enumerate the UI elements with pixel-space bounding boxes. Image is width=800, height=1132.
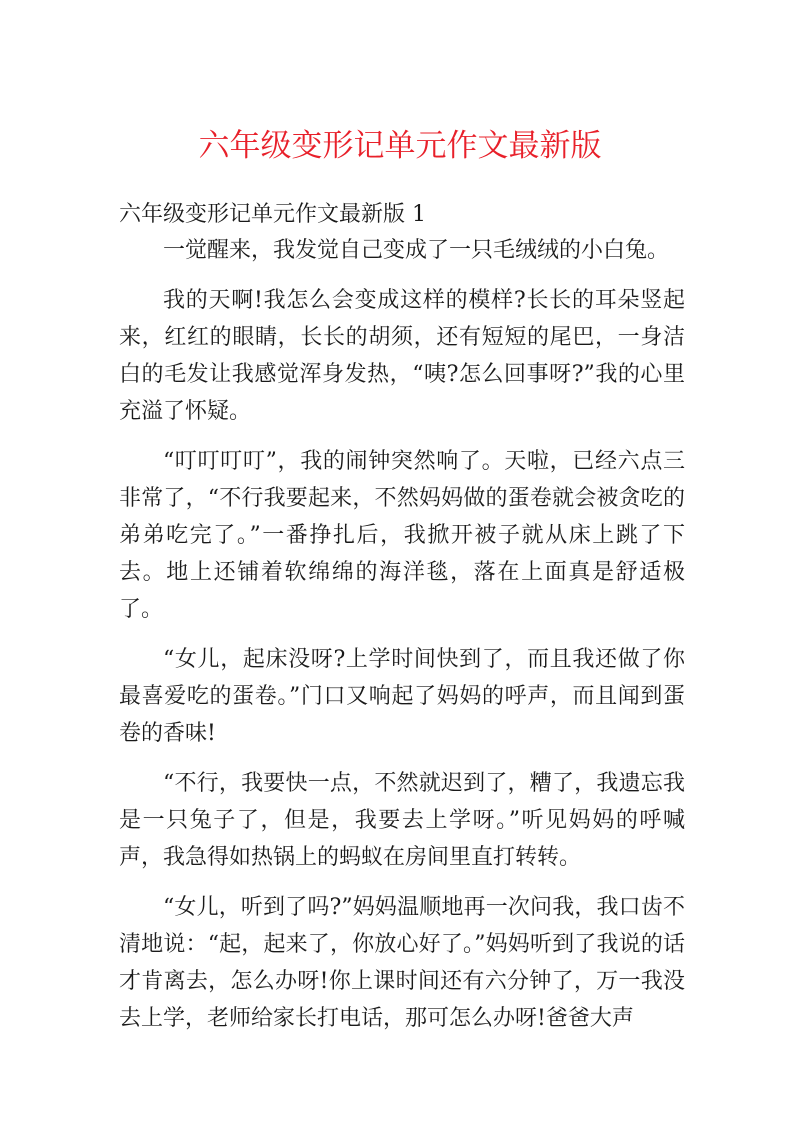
- section-heading: 六年级变形记单元作文最新版 1: [119, 202, 426, 227]
- paragraph: “不行，我要快一点，不然就迟到了，糟了，我遗忘我是一只兔子了，但是，我要去上学呀。”听见妈妈的呼喊声，我急得如热锅上的蚂蚁在房间里直打转转。: [119, 771, 685, 870]
- document-title: 六年级变形记单元作文最新版: [198, 128, 602, 164]
- paragraph: “女儿，起床没呀?上学时间快到了，而且我还做了你最喜爱吃的蛋卷。”门口又响起了妈妈的呼声，而且闻到蛋卷的香味!: [119, 647, 685, 746]
- paragraph: “女儿，听到了吗?”妈妈温顺地再一次问我，我口齿不清地说：“起，起来了，你放心好了。”妈妈听到了我说的话才肯离去，怎么办呀!你上课时间还有六分钟了，万一我没去上学，老师给家长打电话，那可怎么办呀!爸爸大声: [119, 895, 685, 1031]
- paragraph: 我的天啊!我怎么会变成这样的模样?长长的耳朵竖起来，红红的眼睛，长长的胡须，还有短短的尾巴，一身洁白的毛发让我感觉浑身发热，“咦?怎么回事呀?”我的心里充溢了怀疑。: [119, 288, 685, 424]
- paragraph: “叮叮叮叮”，我的闹钟突然响了。天啦，已经六点三非常了，“不行我要起来，不然妈妈做的蛋卷就会被贪吃的弟弟吃完了。”一番挣扎后，我掀开被子就从床上跳了下去。地上还铺着软绵绵的海洋毯，落在上面真是舒适极了。: [119, 449, 685, 622]
- document-body: [119, 232, 685, 1050]
- paragraph: 一觉醒来，我发觉自己变成了一只毛绒绒的小白兔。: [163, 238, 670, 263]
